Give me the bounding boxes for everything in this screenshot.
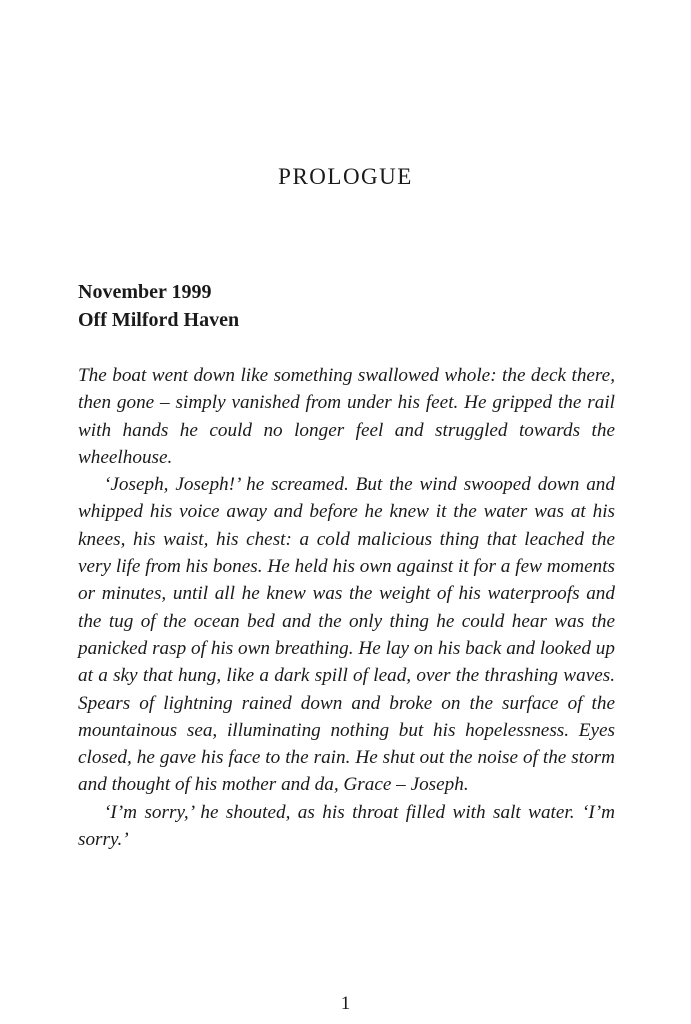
dateline-date: November 1999: [78, 281, 212, 303]
paragraph-2: ‘Joseph, Joseph!’ he screamed. But the wind swooped down and whipped his voice away and before he knew it the water was at his knees, his waist, his chest: a cold malicious thing that leached the very life from his bones. He held his own against it for a few moments or minutes, until all he knew was the weight of his waterproofs and the tug of the ocean bed and the only thing he could hear was the panicked rasp of his own breathing. He lay on his back and looked up at a sky that hung, like a dark spill of lead, over the thrashing waves. Spears of lightning rained down and broke on the surface of the mountainous sea, illuminating nothing but his hopelessness. Eyes closed, he gave his face to the rain. He shut out the noise of the storm and thought of his mother and da, Grace – Joseph.: [78, 474, 615, 796]
chapter-title: PROLOGUE: [278, 164, 413, 189]
body-text: [78, 362, 615, 853]
dateline-place: Off Milford Haven: [78, 309, 240, 331]
page-number: 1: [340, 993, 351, 1014]
dateline: [78, 278, 618, 334]
paragraph-3: ‘I’m sorry,’ he shouted, as his throat filled with salt water. ‘I’m sorry.’: [78, 801, 615, 851]
paragraph-1: The boat went down like something swallowed whole: the deck there, then gone – simply vanished from under his feet. He gripped the rail with hands he could no longer feel and struggled towards the wheelhouse.: [78, 365, 615, 468]
